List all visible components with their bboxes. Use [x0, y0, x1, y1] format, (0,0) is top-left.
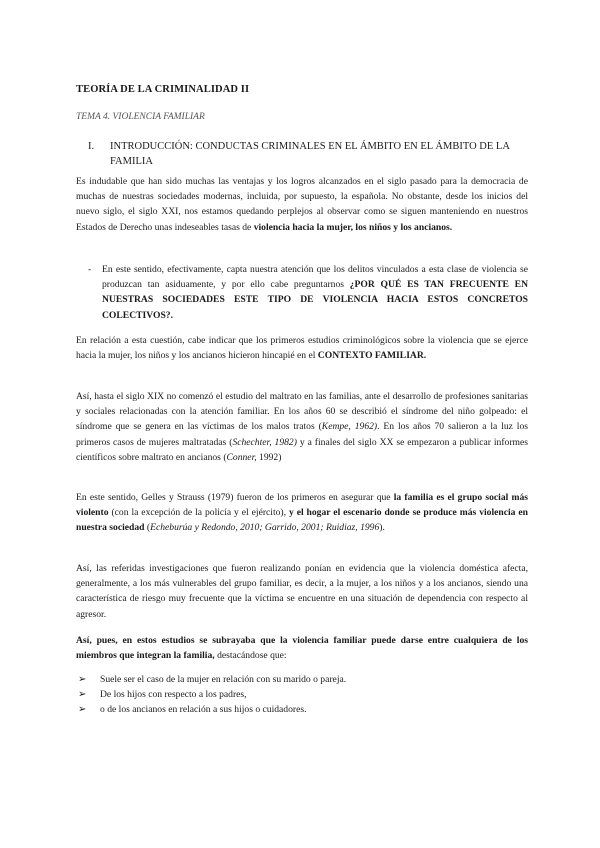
- dash-bullet-body: [102, 262, 528, 323]
- list-item-text: De los hijos con respecto a los padres,: [100, 689, 247, 701]
- paragraph-context: [76, 333, 528, 363]
- paragraph-gelles-text-4: ).: [379, 522, 385, 534]
- paragraph-gelles-bold-2: y el hogar el escenario donde se produce más violencia en nuestra sociedad: [76, 507, 528, 534]
- citation-conner: Conner,: [226, 451, 257, 463]
- paragraph-members: [76, 633, 528, 663]
- paragraph-history-text-4: 1992): [256, 451, 282, 463]
- arrow-bullet-icon: ➢: [78, 704, 87, 716]
- paragraph-context-emphasis: CONTEXTO FAMILIAR.: [317, 350, 427, 362]
- citation-kempe: Kempe, 1962): [321, 421, 378, 433]
- dash-bullet: [88, 262, 528, 323]
- paragraph-gelles-text-2: (con la excepción de la policía y el ejército),: [108, 507, 289, 519]
- paragraph-history-text-1: Así, hasta el siglo XIX no comenzó el estudio del maltrato en las familias, ante el desarrollo de profesiones sanitarias y sociales relacionadas con la atención familiar. En los años 60 se describió el síndrome del niño golpeado: el síndrome que se genera en las víctimas de los malos tratos (: [76, 391, 528, 433]
- dash-bullet-text: En este sentido, efectivamente, capta nuestra atención que los delitos vinculados a esta clase de violencia se produzcan tan asiduamente, y por ello cabe preguntarnos: [102, 264, 528, 291]
- paragraph-members-bold: Así, pues, en estos estudios se subrayaba que la violencia familiar puede darse entre cualquiera de los miembros que integran la familia,: [76, 635, 528, 662]
- topic-subtitle: TEMA 4. VIOLENCIA FAMILIAR: [76, 112, 205, 122]
- paragraph-vulnerable: Así, las referidas investigaciones que fueron realizando ponían en evidencia que la violencia doméstica afecta, generalmente, a los más vulnerables del grupo familiar, es decir, a la mujer, a los niños y a los ancianos, siendo una característica de riesgo muy frecuente que la víctima se encuentre en una situación de dependencia con respecto al agresor.: [76, 563, 528, 620]
- list-item: [76, 672, 528, 687]
- paragraph-intro-emphasis: violencia hacia la mujer, los niños y los ancianos.: [253, 221, 453, 233]
- arrow-bullet-icon: ➢: [78, 689, 87, 701]
- document-title: TEORÍA DE LA CRIMINALIDAD II: [76, 84, 250, 95]
- section-heading: [88, 139, 528, 169]
- paragraph-history-text-2: . En los años 70 salieron a la luz los primeros casos de mujeres maltratadas (: [76, 421, 529, 448]
- paragraph-gelles-text-3: (: [144, 522, 151, 534]
- list-item: [76, 702, 528, 717]
- citation-schechter: Schechter, 1982): [232, 436, 297, 448]
- paragraph-context-text: En relación a esta cuestión, cabe indicar que los primeros estudios criminológicos sobre la violencia que se ejerce hacia la mujer, los niños y los ancianos hicieron hincapié en el: [76, 335, 528, 362]
- citation-echeburua: Echeburúa y Redondo, 2010; Garrido, 2001; Ruidiaz, 1996: [150, 522, 380, 534]
- list-item-text: Suele ser el caso de la mujer en relación con su marido o pareja.: [100, 674, 347, 685]
- paragraph-gelles-strauss: [76, 490, 528, 536]
- arrow-list: [76, 672, 528, 718]
- arrow-bullet-icon: ➢: [78, 674, 87, 685]
- paragraph-history: [76, 389, 528, 465]
- dash-bullet-mark: -: [88, 264, 92, 275]
- list-item: [76, 687, 528, 702]
- paragraph-members-text: destacándose que:: [214, 650, 287, 662]
- paragraph-intro-text: Es indudable que han sido muchas las ventajas y los logros alcanzados en el siglo pasado para la democracia de muchas de nuestras sociedades modernas, incluida, por supuesto, la española. No obstante, desde los inicios del nuevo siglo, el siglo XXI, nos estamos quedando perplejos al observar como se siguen manteniendo en nuestros Estados de Derecho unas indeseables tasas de: [76, 176, 528, 233]
- section-number: I.: [88, 141, 95, 152]
- dash-bullet-question: ¿POR QUÉ ES TAN FRECUENTE EN NUESTRAS SOCIEDADES ESTE TIPO DE VIOLENCIA HACIA ESTOS CONCRETOS COLECTIVOS?.: [102, 279, 528, 321]
- paragraph-history-text-3: y a finales del siglo XX se empezaron a publicar informes científicos sobre maltrato en ancianos (: [76, 436, 528, 463]
- list-item-text: o de los ancianos en relación a sus hijos o cuidadores.: [100, 704, 307, 716]
- paragraph-gelles-text-1: En este sentido, Gelles y Strauss (1979) fueron de los primeros en asegurar que: [76, 492, 394, 503]
- paragraph-intro: [76, 174, 528, 235]
- section-heading-text: INTRODUCCIÓN: CONDUCTAS CRIMINALES EN EL ÁMBITO EN EL ÁMBITO DE LA FAMILIA: [110, 141, 510, 167]
- paragraph-gelles-bold-1: la familia es el grupo social más violento: [76, 492, 528, 519]
